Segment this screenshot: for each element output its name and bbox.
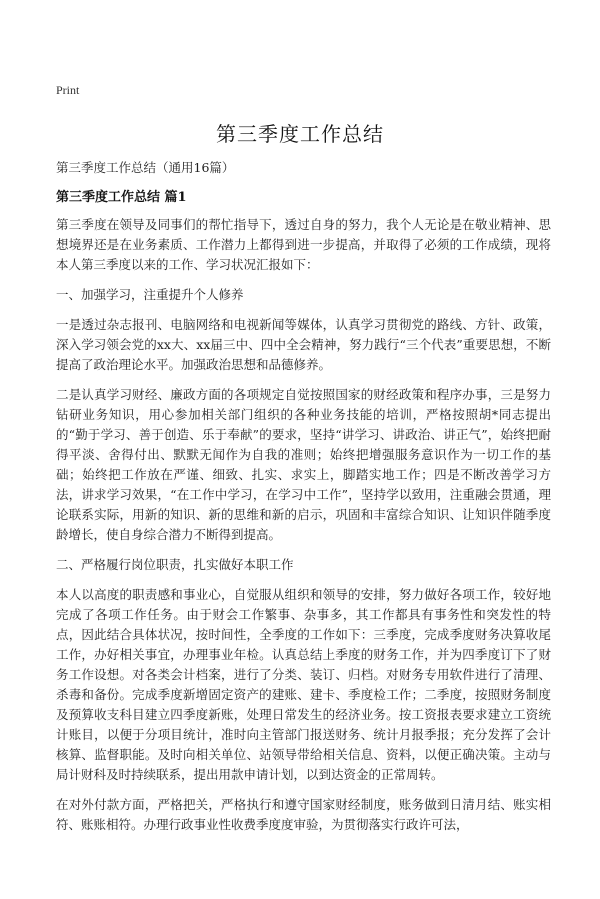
- document-subtitle: 第三季度工作总结（通用16篇）: [56, 160, 235, 175]
- paragraph-study-2: 二是认真学习财经、廉政方面的各项规定自觉按照国家的财经政策和程序办事，三是努力钻研业务知识，用心参加相关部门组织的各种业务技能的培训，严格按照胡*同志提出的“勤于学习、善于创造、乐于奉献”的要求，坚持“讲学习、讲政治、讲正气”，始终把耐得平淡、舍得付出、默默无闻作为自我的准则；始终把增强服务意识作为一切工作的基础；始终把工作放在严谨、细致、扎实、求实上，脚踏实地工作；四是不断改善学习方法，讲求学习效果，“在工作中学习，在学习中工作”，坚持学以致用，注重融会贯通，理论联系实际，用新的知识、新的思维和新的启示，巩固和丰富综合知识、让知识伴随季度龄增长，使自身综合潜力不断得到提高。: [56, 387, 551, 542]
- page-title: 第三季度工作总结: [216, 122, 384, 146]
- paragraph-study-1: 一是透过杂志报刊、电脑网络和电视新闻等媒体，认真学习贯彻党的路线、方针、政策，深入学习领会党的xx大、xx届三中、四中全会精神，努力践行“三个代表”重要思想，不断提高了政治理论水平。加强政治思想和品德修养。: [56, 317, 551, 372]
- print-label: Print: [56, 83, 80, 97]
- subheading-study: 一、加强学习，注重提升个人修养: [56, 287, 244, 302]
- paragraph-duties: 本人以高度的职责感和事业心，自觉服从组织和领导的安排，努力做好各项工作，较好地完成了各项工作任务。由于财会工作繁事、杂事多，其工作都具有事务性和突发性的特点，因此结合具体状况，按时间性，全季度的工作如下：三季度，完成季度财务决算收尾工作，办好相关事宜，办理事业年检。认真总结上季度的财务工作，并为四季度订下了财务工作设想。对各类会计档案，进行了分类、装订、归档。对财务专用软件进行了清理、杀毒和备份。完成季度新增固定资产的建账、建卡、季度检工作；二季度，按照财务制度及预算收支科目建立四季度新账，处理日常发生的经济业务。按工资报表要求建立工资统计账目，以便于分项目统计，准时向主管部门报送财务、统计月报季报；充分发挥了会计核算、监督职能。及时向相关单位、站领导带给相关信息、资料，以便正确决策。主动与局计财科及时持续联系，提出用款申请计划，以到达资金的正常周转。: [56, 587, 551, 782]
- body-text: [56, 215, 551, 845]
- subheading-duties: 二、严格履行岗位职责，扎实做好本职工作: [56, 557, 294, 572]
- section-heading: 第三季度工作总结 篇1: [56, 190, 187, 205]
- paragraph-payments: 在对外付款方面，严格把关，严格执行和遵守国家财经制度，账务做到日清月结、账实相符、账账相符。办理行政事业性收费季度度审验，为贯彻落实行政许可法，: [56, 797, 551, 832]
- paragraph-intro: 第三季度在领导及同事们的帮忙指导下，透过自身的努力，我个人无论是在敬业精神、思想境界还是在业务素质、工作潜力上都得到进一步提高，并取得了必须的工作成绩，现将本人第三季度以来的工作、学习状况汇报如下：: [56, 217, 551, 272]
